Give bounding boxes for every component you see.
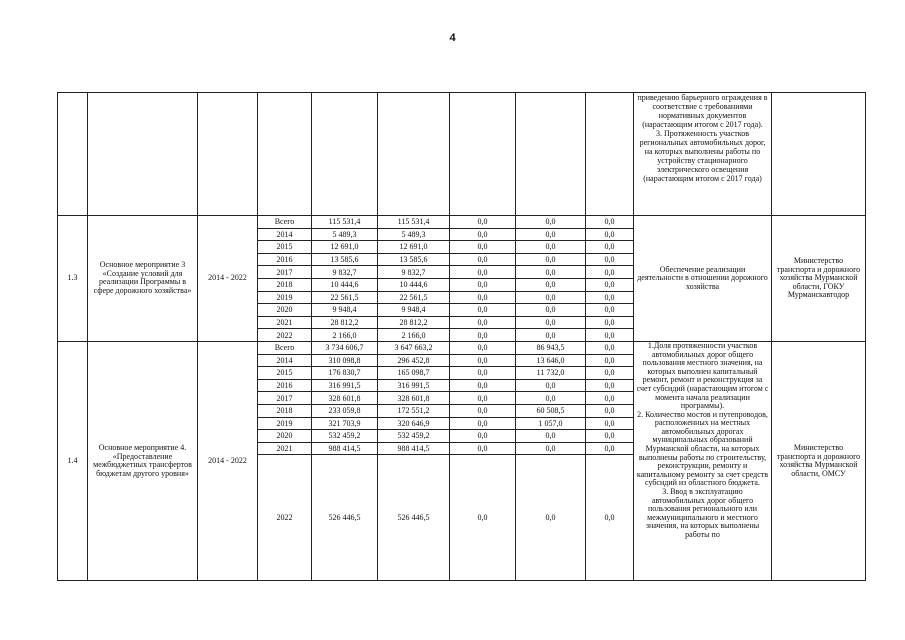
page-number: 4 <box>449 32 456 44</box>
row-value: 0,0 <box>586 442 634 455</box>
measures-table <box>57 92 866 581</box>
row-value: 310 098,8 <box>312 354 378 367</box>
section-period: 2014 - 2022 <box>198 216 258 342</box>
section-number: 1.4 <box>58 341 88 580</box>
row-year: 2014 <box>258 354 312 367</box>
row-value: 5 489,3 <box>378 228 450 241</box>
row-value: 0,0 <box>516 304 586 317</box>
row-value: 1 057,0 <box>516 417 586 430</box>
row-year: 2020 <box>258 304 312 317</box>
section-executor: Министерство транспорта и дорожного хозяйства Мурманской области, ОМСУ <box>772 341 866 580</box>
row-value: 0,0 <box>586 379 634 392</box>
row-value: 0,0 <box>516 216 586 229</box>
row-value: 13 646,0 <box>516 354 586 367</box>
row-value: 9 832,7 <box>312 266 378 279</box>
row-value: 0,0 <box>450 291 516 304</box>
row-value: 0,0 <box>450 253 516 266</box>
row-value: 0,0 <box>586 266 634 279</box>
row-year: 2022 <box>258 329 312 342</box>
section-indicators: Обеспечение реализации деятельности в отношении дорожного хозяйства <box>634 216 772 342</box>
row-year: 2020 <box>258 430 312 443</box>
row-value: 0,0 <box>516 253 586 266</box>
row-value: 172 551,2 <box>378 404 450 417</box>
row-year: 2016 <box>258 253 312 266</box>
row-value: 0,0 <box>516 392 586 405</box>
row-value: 3 647 663,2 <box>378 341 450 354</box>
row-value: 12 691,0 <box>378 241 450 254</box>
row-value: 0,0 <box>516 455 586 581</box>
row-value: 328 601,8 <box>312 392 378 405</box>
row-value: 233 059,8 <box>312 404 378 417</box>
row-value: 316 991,5 <box>378 379 450 392</box>
section-executor: Министерство транспорта и дорожного хозяйства Мурманской области, ГОКУ Мурманскавтодор <box>772 216 866 342</box>
row-value: 86 943,5 <box>516 341 586 354</box>
row-value: 0,0 <box>516 329 586 342</box>
row-value: 0,0 <box>450 278 516 291</box>
row-year: 2019 <box>258 291 312 304</box>
row-value: 115 531,4 <box>378 216 450 229</box>
row-value: 0,0 <box>450 379 516 392</box>
row-value: 0,0 <box>586 392 634 405</box>
row-value: 0,0 <box>516 266 586 279</box>
row-value: 0,0 <box>450 228 516 241</box>
row-year: Всего <box>258 216 312 229</box>
row-value: 0,0 <box>516 316 586 329</box>
row-value: 0,0 <box>586 253 634 266</box>
row-value: 0,0 <box>450 354 516 367</box>
row-value: 10 444,6 <box>312 278 378 291</box>
row-value: 0,0 <box>450 316 516 329</box>
row-value: 526 446,5 <box>378 455 450 581</box>
row-value: 9 948,4 <box>378 304 450 317</box>
row-value: 0,0 <box>516 228 586 241</box>
row-value: 0,0 <box>586 417 634 430</box>
row-year: 2021 <box>258 442 312 455</box>
row-value: 28 812,2 <box>378 316 450 329</box>
row-value: 0,0 <box>586 291 634 304</box>
row-year: 2015 <box>258 367 312 380</box>
row-value: 13 585,6 <box>312 253 378 266</box>
row-value: 115 531,4 <box>312 216 378 229</box>
row-value: 0,0 <box>586 455 634 581</box>
row-year: Всего <box>258 341 312 354</box>
row-value: 3 734 606,7 <box>312 341 378 354</box>
row-value: 2 166,0 <box>312 329 378 342</box>
row-value: 0,0 <box>450 417 516 430</box>
row-year: 2016 <box>258 379 312 392</box>
row-year: 2019 <box>258 417 312 430</box>
continued-indicators: приведению барьерного ограждения в соответствие с требованиями нормативных документов (нарастающим итогом с 2017 года). 3. Протяженность участков региональных автомобильных дорог, на которых выполнены работы по устройству стационарного электрического освещения (нарастающим итогом с 2017 года) <box>634 93 772 216</box>
row-value: 532 459,2 <box>378 430 450 443</box>
row-value: 9 832,7 <box>378 266 450 279</box>
row-value: 0,0 <box>450 341 516 354</box>
row-value: 13 585,6 <box>378 253 450 266</box>
row-value: 0,0 <box>586 367 634 380</box>
table-row <box>58 341 866 354</box>
row-value: 0,0 <box>586 304 634 317</box>
row-value: 0,0 <box>586 329 634 342</box>
row-value: 0,0 <box>450 367 516 380</box>
row-year: 2022 <box>258 455 312 581</box>
row-value: 0,0 <box>450 216 516 229</box>
program-table <box>57 92 865 587</box>
row-value: 0,0 <box>586 228 634 241</box>
row-value: 0,0 <box>450 430 516 443</box>
row-value: 12 691,0 <box>312 241 378 254</box>
row-value: 0,0 <box>586 354 634 367</box>
row-value: 0,0 <box>586 278 634 291</box>
row-value: 0,0 <box>450 241 516 254</box>
row-value: 0,0 <box>586 316 634 329</box>
row-value: 0,0 <box>516 291 586 304</box>
row-value: 0,0 <box>450 392 516 405</box>
row-year: 2014 <box>258 228 312 241</box>
row-value: 0,0 <box>516 379 586 392</box>
row-value: 165 098,7 <box>378 367 450 380</box>
row-value: 0,0 <box>450 404 516 417</box>
row-value: 10 444,6 <box>378 278 450 291</box>
section-number: 1.3 <box>58 216 88 342</box>
row-value: 22 561,5 <box>312 291 378 304</box>
row-value: 11 732,0 <box>516 367 586 380</box>
row-value: 320 646,9 <box>378 417 450 430</box>
row-value: 5 489,3 <box>312 228 378 241</box>
row-value: 22 561,5 <box>378 291 450 304</box>
row-value: 0,0 <box>586 216 634 229</box>
section-name: Основное мероприятие 4. «Предоставление межбюджетных трансфертов бюджетам другого уровня» <box>88 341 198 580</box>
continued-row <box>58 93 866 216</box>
row-value: 0,0 <box>450 442 516 455</box>
row-value: 0,0 <box>450 266 516 279</box>
row-value: 0,0 <box>586 341 634 354</box>
row-value: 0,0 <box>450 329 516 342</box>
row-value: 0,0 <box>586 404 634 417</box>
row-value: 0,0 <box>450 455 516 581</box>
row-value: 526 446,5 <box>312 455 378 581</box>
row-value: 176 830,7 <box>312 367 378 380</box>
row-value: 9 948,4 <box>312 304 378 317</box>
row-value: 321 703,9 <box>312 417 378 430</box>
row-value: 0,0 <box>450 304 516 317</box>
row-year: 2017 <box>258 392 312 405</box>
row-year: 2018 <box>258 278 312 291</box>
table-row <box>58 216 866 229</box>
row-value: 28 812,2 <box>312 316 378 329</box>
section-indicators: 1.Доля протяженности участков автомобильных дорог общего пользования местного значения, на которых выполнен капитальный ремонт, ремонт и реконструкция за счет субсидий (нарастающим итогом с момента начала реализации программы). 2. Количество мостов и путепроводов, расположенных на местных автомобильных дорогах муниципальных образований Мурманской области, на которых выполнены работы по строительству, реконструкции, ремонту и капитальному ремонту за счет средств субсидий из областного бюджета. 3. Ввод в эксплуатацию автомобильных дорог общего пользования регионального или межмуниципального и местного значения, на которых выполнены работы по <box>634 341 772 580</box>
row-value: 988 414,5 <box>378 442 450 455</box>
row-value: 60 508,5 <box>516 404 586 417</box>
row-value: 0,0 <box>516 430 586 443</box>
section-name: Основное мероприятие 3 «Создание условий для реализации Программы в сфере дорожного хозяйства» <box>88 216 198 342</box>
row-year: 2017 <box>258 266 312 279</box>
row-value: 2 166,0 <box>378 329 450 342</box>
row-value: 988 414,5 <box>312 442 378 455</box>
section-period: 2014 - 2022 <box>198 341 258 580</box>
row-year: 2021 <box>258 316 312 329</box>
row-value: 0,0 <box>516 241 586 254</box>
row-value: 0,0 <box>586 430 634 443</box>
row-year: 2015 <box>258 241 312 254</box>
row-value: 328 601,8 <box>378 392 450 405</box>
row-year: 2018 <box>258 404 312 417</box>
row-value: 296 452,8 <box>378 354 450 367</box>
row-value: 0,0 <box>586 241 634 254</box>
row-value: 0,0 <box>516 442 586 455</box>
row-value: 0,0 <box>516 278 586 291</box>
row-value: 316 991,5 <box>312 379 378 392</box>
row-value: 532 459,2 <box>312 430 378 443</box>
